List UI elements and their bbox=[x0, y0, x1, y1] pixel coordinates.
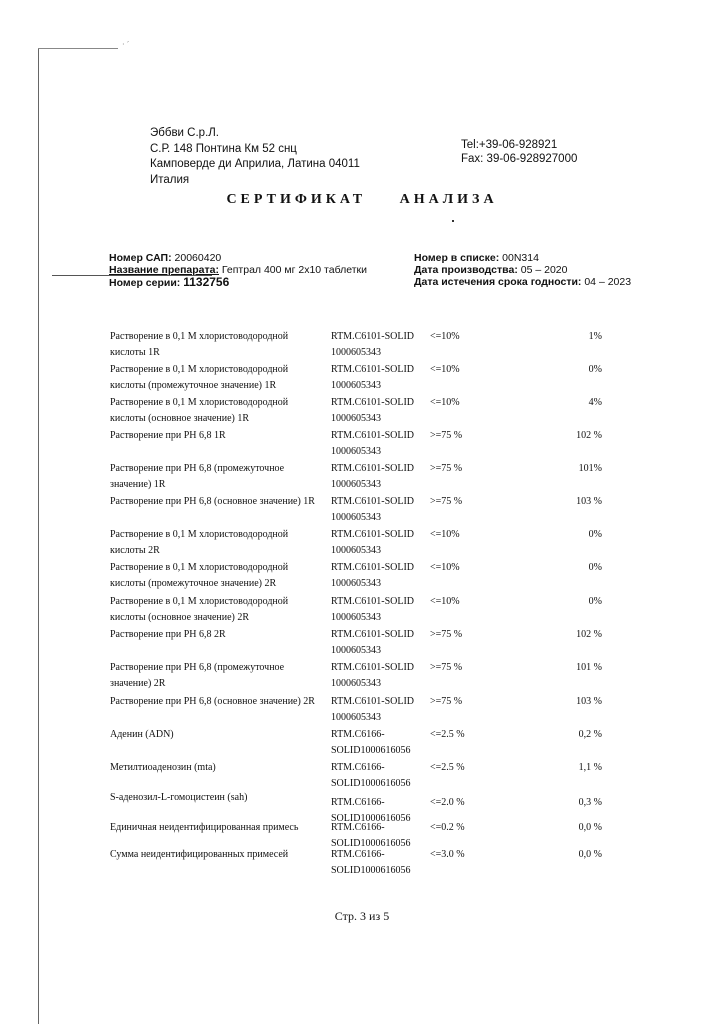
method-code: RTM.C6166- bbox=[331, 849, 385, 860]
method-number: 1000605343 bbox=[331, 512, 381, 523]
sap-label: Номер САП: bbox=[109, 252, 172, 264]
test-name: Растворение при PH 6,8 1R bbox=[110, 430, 226, 441]
method-number: 1000605343 bbox=[331, 678, 381, 689]
method-code: RTM.C6101-SOLID bbox=[331, 430, 415, 441]
manufacture-label: Дата производства: bbox=[414, 264, 518, 276]
expiry-value: 04 – 2023 bbox=[584, 276, 632, 288]
method-code: RTM.C6101-SOLID bbox=[331, 662, 415, 673]
method-number: 1000605343 bbox=[331, 479, 381, 490]
sap-value: 20060420 bbox=[174, 252, 222, 264]
product-value: Гептрал 400 мг 2x10 таблетки bbox=[221, 264, 368, 276]
spec-limit: <=10% bbox=[430, 397, 460, 408]
list-value: 00N314 bbox=[502, 252, 539, 264]
method-number: 1000605343 bbox=[331, 645, 381, 656]
spec-limit: <=0.2 % bbox=[430, 822, 465, 833]
spec-limit: <=2.5 % bbox=[430, 729, 465, 740]
list-label: Номер в списке: bbox=[414, 252, 500, 264]
method-code: RTM.C6166- bbox=[331, 729, 385, 740]
spec-limit: >=75 % bbox=[430, 430, 463, 441]
manufacture-date-row bbox=[414, 264, 631, 276]
contact-block bbox=[461, 138, 577, 166]
method-code: RTM.C6166- bbox=[331, 762, 385, 773]
test-name: Растворение при PH 6,8 (основное значение) 1R bbox=[110, 496, 315, 507]
spec-limit: <=10% bbox=[430, 596, 460, 607]
test-result: 101% bbox=[578, 463, 602, 474]
fax-number: Fax: 39-06-928927000 bbox=[461, 153, 578, 165]
test-result: 0,3 % bbox=[578, 797, 602, 808]
spec-limit: <=10% bbox=[430, 562, 460, 573]
expiry-label: Дата истечения срока годности: bbox=[414, 276, 582, 288]
method-number: SOLID1000616056 bbox=[331, 865, 411, 876]
method-code: RTM.C6101-SOLID bbox=[331, 463, 415, 474]
meta-left bbox=[109, 252, 367, 289]
test-name: Растворение в 0,1 М хлористоводородной bbox=[110, 397, 289, 408]
method-number: 1000605343 bbox=[331, 347, 381, 358]
product-label: Название препарата: bbox=[109, 264, 219, 276]
test-name-cont: кислоты 2R bbox=[110, 545, 160, 556]
method-number: SOLID1000616056 bbox=[331, 813, 411, 824]
spec-limit: <=2.0 % bbox=[430, 797, 465, 808]
expiry-date-row bbox=[414, 276, 631, 288]
test-result: 0% bbox=[588, 596, 602, 607]
spec-limit: <=10% bbox=[430, 331, 460, 342]
company-block bbox=[150, 126, 360, 188]
test-result: 103 % bbox=[576, 496, 602, 507]
test-name: Растворение при PH 6,8 (промежуточное bbox=[110, 463, 285, 474]
method-number: 1000605343 bbox=[331, 712, 381, 723]
test-name: Растворение в 0,1 М хлористоводородной bbox=[110, 596, 289, 607]
test-result: 0,2 % bbox=[578, 729, 602, 740]
spec-limit: >=75 % bbox=[430, 662, 463, 673]
company-address-2: Камповерде ди Априлиа, Латина 04011 bbox=[150, 158, 360, 170]
method-code: RTM.C6166- bbox=[331, 822, 385, 833]
test-result: 1,1 % bbox=[578, 762, 602, 773]
test-name: Единичная неидентифицированная примесь bbox=[110, 822, 299, 833]
scan-speck: · ´ bbox=[122, 40, 130, 49]
company-country: Италия bbox=[150, 173, 190, 186]
list-number-row bbox=[414, 252, 631, 264]
method-code: RTM.C6101-SOLID bbox=[331, 331, 415, 342]
test-result: 102 % bbox=[576, 430, 602, 441]
test-name: Растворение при PH 6,8 (основное значение) 2R bbox=[110, 696, 315, 707]
test-name: Растворение в 0,1 М хлористоводородной bbox=[110, 529, 289, 540]
test-result: 101 % bbox=[576, 662, 602, 673]
sap-number-row bbox=[109, 252, 367, 264]
test-name: Растворение в 0,1 М хлористоводородной bbox=[110, 364, 289, 375]
test-name-cont: значение) 1R bbox=[110, 479, 166, 490]
spec-limit: >=75 % bbox=[430, 696, 463, 707]
test-name: Растворение при PH 6,8 (промежуточное bbox=[110, 662, 285, 673]
method-number: 1000605343 bbox=[331, 446, 381, 457]
spec-limit: <=10% bbox=[430, 529, 460, 540]
method-number: 1000605343 bbox=[331, 413, 381, 424]
test-result: 0% bbox=[588, 562, 602, 573]
batch-label: Номер серии: bbox=[109, 277, 181, 289]
method-code: RTM.C6101-SOLID bbox=[331, 529, 415, 540]
spec-limit: >=75 % bbox=[430, 496, 463, 507]
test-name-cont: кислоты (основное значение) 1R bbox=[110, 413, 250, 424]
test-name: Сумма неидентифицированных примесей bbox=[110, 849, 289, 860]
test-name: S-аденозил-L-гомоцистеин (sah) bbox=[110, 792, 248, 803]
method-number: SOLID1000616056 bbox=[331, 778, 411, 789]
test-result: 103 % bbox=[576, 696, 602, 707]
test-name-cont: кислоты 1R bbox=[110, 347, 160, 358]
page-number: Стр. 3 из 5 bbox=[334, 909, 390, 923]
test-result: 102 % bbox=[576, 629, 602, 640]
test-name-cont: кислоты (основное значение) 2R bbox=[110, 612, 250, 623]
method-code: RTM.C6101-SOLID bbox=[331, 397, 415, 408]
manufacture-value: 05 – 2020 bbox=[520, 264, 568, 276]
test-name: Растворение в 0,1 М хлористоводородной bbox=[110, 562, 289, 573]
spec-limit: <=10% bbox=[430, 364, 460, 375]
spec-limit: >=75 % bbox=[430, 463, 463, 474]
method-number: 1000605343 bbox=[331, 380, 381, 391]
document-title: СЕРТИФИКАТ АНАЛИЗА bbox=[226, 192, 498, 207]
method-code: RTM.C6101-SOLID bbox=[331, 629, 415, 640]
test-result: 0% bbox=[588, 364, 602, 375]
test-name: Растворение при PH 6,8 2R bbox=[110, 629, 226, 640]
test-name-cont: кислоты (промежуточное значение) 2R bbox=[110, 578, 277, 589]
method-code: RTM.C6101-SOLID bbox=[331, 496, 415, 507]
company-address-1: С.Р. 148 Понтина Км 52 снц bbox=[150, 142, 297, 155]
test-name-cont: значение) 2R bbox=[110, 678, 166, 689]
method-number: 1000605343 bbox=[331, 578, 381, 589]
batch-value: 1132756 bbox=[183, 275, 230, 289]
method-code: RTM.C6101-SOLID bbox=[331, 696, 415, 707]
decorative-dot bbox=[452, 220, 454, 222]
test-name-cont: кислоты (промежуточное значение) 1R bbox=[110, 380, 277, 391]
test-result: 1% bbox=[588, 331, 602, 342]
product-name-row bbox=[109, 264, 367, 276]
batch-number-row bbox=[109, 276, 367, 289]
spec-limit: <=2.5 % bbox=[430, 762, 465, 773]
test-name: Растворение в 0,1 М хлористоводородной bbox=[110, 331, 289, 342]
method-code: RTM.C6101-SOLID bbox=[331, 596, 415, 607]
company-name: Эббви С.р.Л. bbox=[150, 127, 219, 139]
test-result: 4% bbox=[588, 397, 602, 408]
test-name: Аденин (ADN) bbox=[110, 729, 174, 740]
phone-number: Tel:+39-06-928921 bbox=[461, 139, 558, 151]
method-number: 1000605343 bbox=[331, 612, 381, 623]
test-result: 0,0 % bbox=[578, 849, 602, 860]
spec-limit: >=75 % bbox=[430, 629, 463, 640]
top-scan-line bbox=[38, 48, 118, 49]
method-code: RTM.C6166- bbox=[331, 797, 385, 808]
method-code: RTM.C6101-SOLID bbox=[331, 364, 415, 375]
meta-right bbox=[414, 252, 631, 288]
test-result: 0% bbox=[588, 529, 602, 540]
test-result: 0,0 % bbox=[578, 822, 602, 833]
spec-limit: <=3.0 % bbox=[430, 849, 465, 860]
method-number: 1000605343 bbox=[331, 545, 381, 556]
method-number: SOLID1000616056 bbox=[331, 838, 411, 849]
method-code: RTM.C6101-SOLID bbox=[331, 562, 415, 573]
method-number: SOLID1000616056 bbox=[331, 745, 411, 756]
test-name: Метилтиоаденозин (mta) bbox=[110, 762, 216, 773]
